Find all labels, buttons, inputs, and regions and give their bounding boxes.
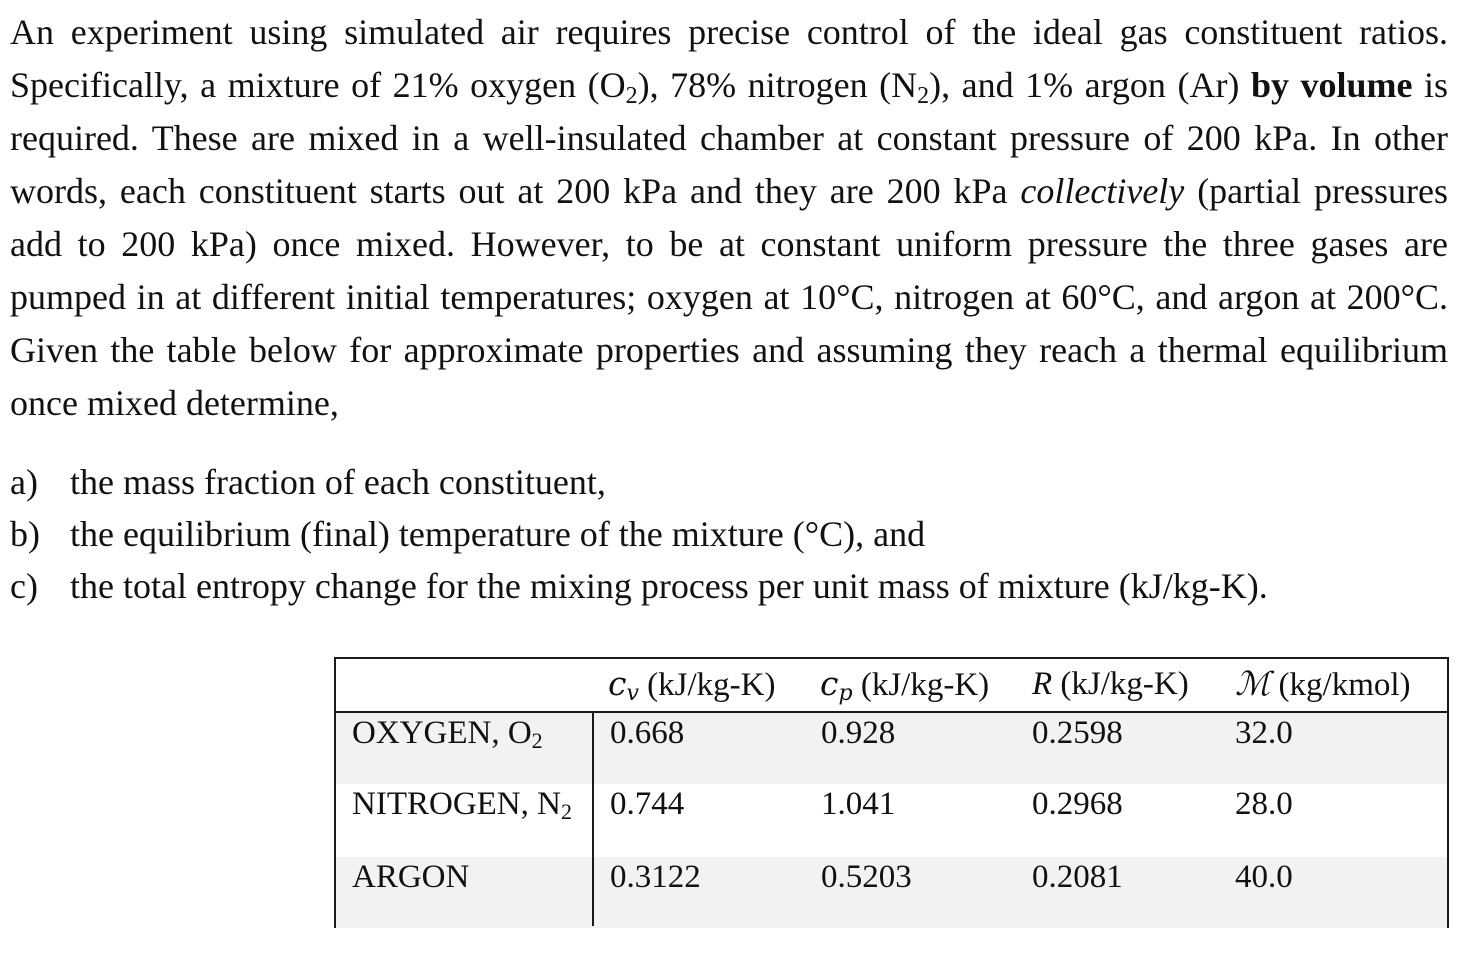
question-text: the total entropy change for the mixing process per unit mass of mixture (kJ/kg-K). xyxy=(70,566,1268,606)
molar-mass-value: 32.0 xyxy=(1235,715,1293,751)
problem-page xyxy=(10,6,1448,612)
molar-mass-value: 40.0 xyxy=(1235,859,1293,895)
question-item-a xyxy=(10,456,1448,508)
r-symbol: R xyxy=(1032,666,1053,702)
cp-value: 0.928 xyxy=(821,715,896,751)
intro-text-1: An experiment using simulated air requires precise control of the ideal gas constituent ratios. Specifically, a mixture of 21% oxygen (O xyxy=(10,12,1448,105)
intro-text-3: ), and 1% argon (Ar) xyxy=(929,65,1251,105)
table-row xyxy=(336,713,1447,784)
cp-unit: (kJ/kg-K) xyxy=(852,667,990,703)
table-row xyxy=(336,784,1447,857)
gas-name-subscript: 2 xyxy=(560,799,572,824)
cv-symbol: c xyxy=(608,664,627,703)
r-value: 0.2598 xyxy=(1032,715,1123,751)
intro-text-4: is required. These are mixed in a well-insulated chamber at constant pressure of 200 kPa. In other words, each constituent starts out at 200 kPa and they are 200 kPa xyxy=(10,65,1448,211)
collectively-emphasis: collectively xyxy=(1020,171,1185,211)
intro-text-2: ), 78% nitrogen (N xyxy=(637,65,918,105)
cv-subscript: v xyxy=(626,681,639,706)
header-molar-mass xyxy=(1235,664,1411,705)
molar-mass-value: 28.0 xyxy=(1235,786,1293,822)
molar-mass-symbol: ℳ xyxy=(1235,664,1271,703)
header-cv xyxy=(608,664,775,705)
molar-mass-unit: (kg/kmol) xyxy=(1270,667,1411,703)
r-unit: (kJ/kg-K) xyxy=(1052,666,1189,702)
cp-value: 0.5203 xyxy=(821,859,912,895)
gas-name xyxy=(352,713,543,753)
gas-name-subscript: 2 xyxy=(531,728,543,753)
gas-name-text: ARGON xyxy=(352,859,470,895)
n2-subscript: 2 xyxy=(917,83,930,109)
question-item-b xyxy=(10,508,1448,560)
question-marker: b) xyxy=(10,514,40,554)
o2-subscript: 2 xyxy=(625,83,638,109)
properties-table xyxy=(334,657,1449,928)
header-r xyxy=(1032,664,1189,704)
gas-name-text: NITROGEN, N xyxy=(352,786,561,822)
intro-text-5: (partial pressures add to 200 kPa) once mixed. However, to be at constant uniform pressure the three gases are pumped in at different initial temperatures; oxygen at 10°C, nitrogen at 60°C, and argon at 200°C. Given the table below for approximate properties and assuming they reach a thermal equilibrium once mixed determine, xyxy=(10,171,1448,423)
cv-value: 0.3122 xyxy=(610,859,701,895)
cp-value: 1.041 xyxy=(821,786,896,822)
gas-name xyxy=(352,784,572,824)
table-header-row xyxy=(336,659,1447,713)
by-volume-emphasis: by volume xyxy=(1250,65,1413,105)
cv-value: 0.668 xyxy=(610,715,685,751)
cv-unit: (kJ/kg-K) xyxy=(638,667,776,703)
r-value: 0.2081 xyxy=(1032,859,1123,895)
cp-symbol: c xyxy=(820,664,839,703)
question-text: the equilibrium (final) temperature of the mixture (°C), and xyxy=(70,514,926,554)
question-text: the mass fraction of each constituent, xyxy=(70,462,606,502)
gas-name-text: OXYGEN, O xyxy=(352,715,532,751)
question-item-c xyxy=(10,560,1448,612)
table-row xyxy=(336,857,1447,928)
column-divider xyxy=(592,713,594,926)
question-marker: a) xyxy=(10,462,38,502)
problem-statement xyxy=(10,6,1448,430)
r-value: 0.2968 xyxy=(1032,786,1123,822)
question-marker: c) xyxy=(10,566,38,606)
cp-subscript: p xyxy=(838,681,853,706)
cv-value: 0.744 xyxy=(610,786,685,822)
header-cp xyxy=(820,664,989,705)
gas-name xyxy=(352,857,469,897)
question-list xyxy=(10,456,1448,612)
